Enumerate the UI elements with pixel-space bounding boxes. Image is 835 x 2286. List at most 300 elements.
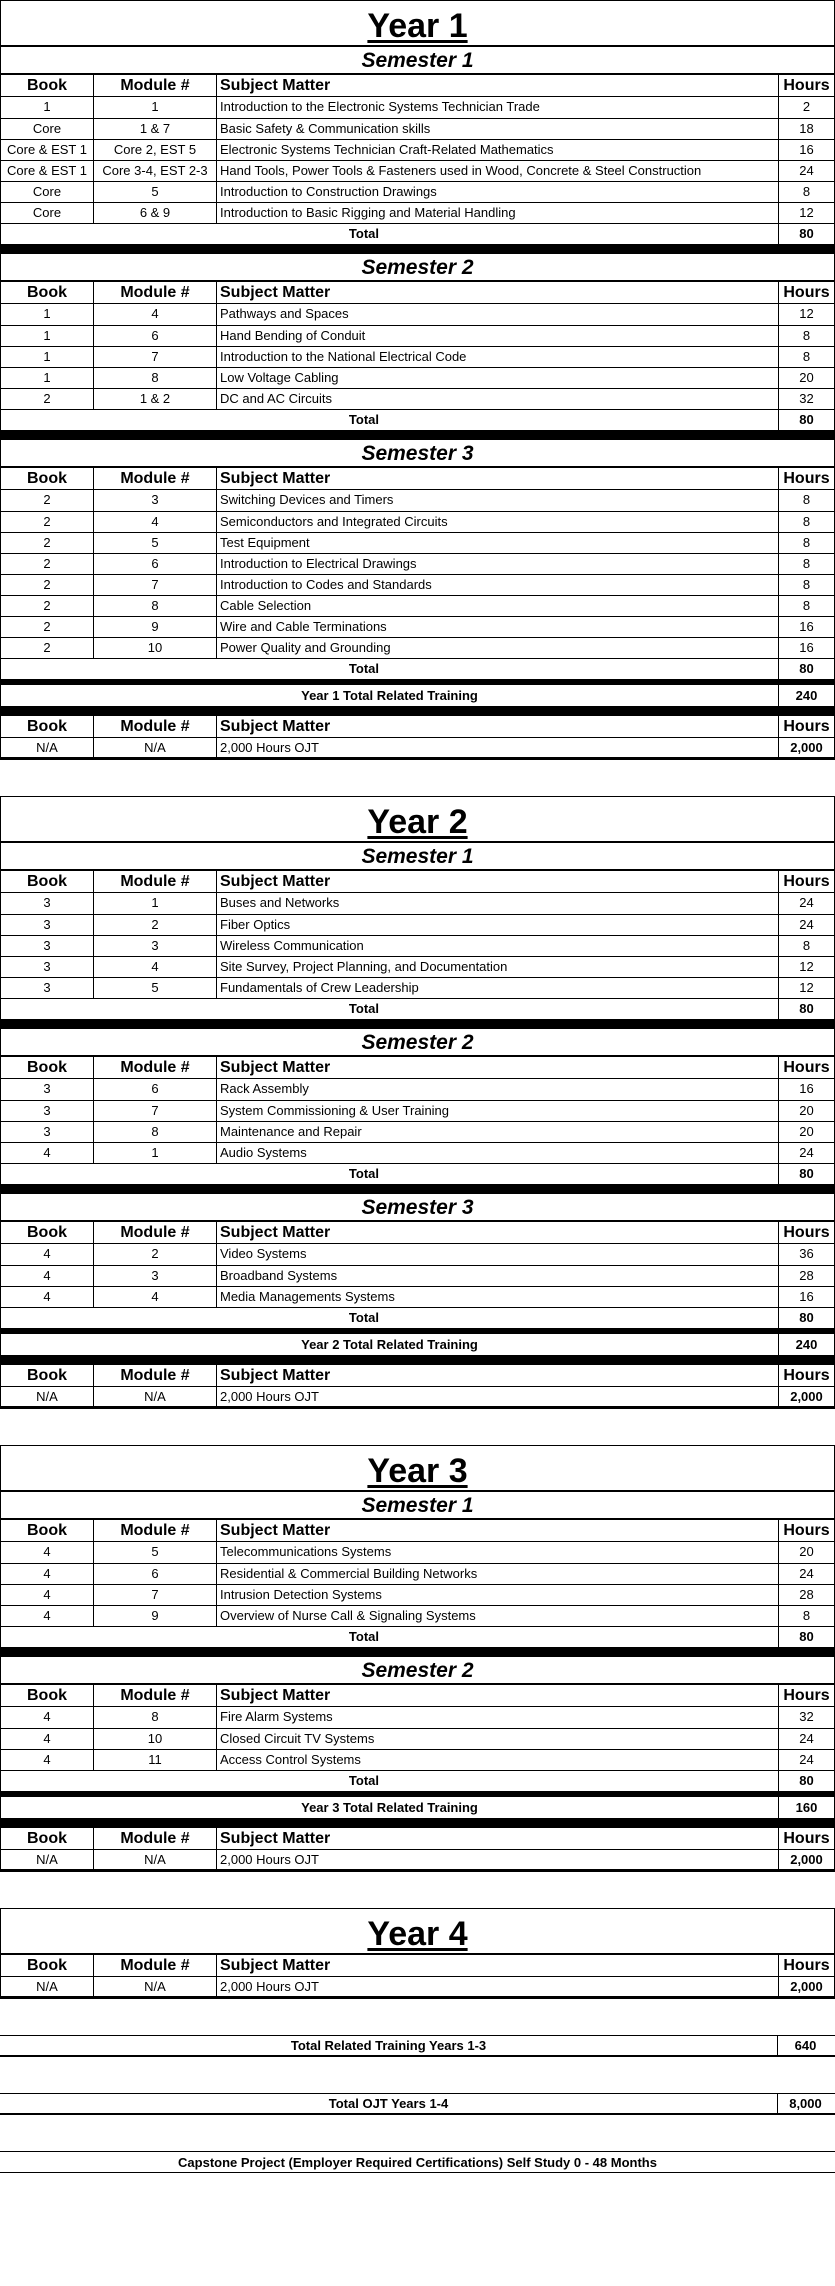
total-value: 80 xyxy=(799,1629,814,1644)
header-subject: Subject Matter xyxy=(217,871,779,892)
cell-subject: Introduction to Construction Drawings xyxy=(217,182,779,202)
total-value: 80 xyxy=(799,1310,814,1325)
header-hours: Hours xyxy=(783,1059,830,1076)
cell-hours: 16 xyxy=(799,1289,814,1304)
header-hours: Hours xyxy=(783,1830,830,1847)
cell-subject: DC and AC Circuits xyxy=(217,389,779,409)
cell-subject: Wire and Cable Terminations xyxy=(217,617,779,637)
cell-module: 3 xyxy=(94,490,217,511)
header-subject: Subject Matter xyxy=(217,716,779,737)
cell-hours: 12 xyxy=(799,306,814,321)
total-spacer-book xyxy=(1,224,94,244)
cell-book: 4 xyxy=(1,1244,94,1265)
semester-title: Semester 1 xyxy=(1,45,834,73)
header-hours: Hours xyxy=(783,470,830,487)
total-spacer-module xyxy=(94,1771,217,1791)
table-row xyxy=(1,532,834,553)
cell-hours: 24 xyxy=(799,1566,814,1581)
header-module: Module # xyxy=(94,871,217,892)
cell-book: 2 xyxy=(1,617,94,637)
year-section xyxy=(0,1445,835,1872)
header-book: Book xyxy=(1,1057,94,1078)
cell-book: N/A xyxy=(1,738,94,757)
total-spacer-book xyxy=(1,1627,94,1647)
semester-title: Semester 3 xyxy=(1,438,834,466)
cell-hours: 8 xyxy=(802,184,811,199)
cell-book: 3 xyxy=(1,915,94,935)
cell-subject: Introduction to the National Electrical Code xyxy=(217,347,779,367)
total-value: 80 xyxy=(799,1001,814,1016)
cell-subject: Fire Alarm Systems xyxy=(217,1707,779,1728)
cell-subject: Broadband Systems xyxy=(217,1266,779,1286)
table-row xyxy=(1,1079,834,1100)
summary-related-training xyxy=(0,2035,835,2057)
header-subject: Subject Matter xyxy=(217,75,779,96)
cell-hours: 8 xyxy=(802,938,811,953)
table-header-row xyxy=(1,1953,834,1977)
total-spacer-module xyxy=(94,224,217,244)
header-module: Module # xyxy=(94,282,217,303)
year-title: Year 1 xyxy=(367,7,468,45)
spacer xyxy=(0,1872,835,1908)
header-hours: Hours xyxy=(783,77,830,94)
cell-hours: 24 xyxy=(799,917,814,932)
cell-module: 7 xyxy=(94,1585,217,1605)
cell-book: 4 xyxy=(1,1143,94,1163)
total-label-cell xyxy=(217,410,779,430)
spacer xyxy=(0,760,835,796)
cell-book: 4 xyxy=(1,1542,94,1563)
cell-subject: Semiconductors and Integrated Circuits xyxy=(217,512,779,532)
cell-subject: Closed Circuit TV Systems xyxy=(217,1729,779,1749)
year-total-value: 160 xyxy=(795,1800,818,1815)
total-spacer-book xyxy=(1,1164,94,1184)
cell-hours: 24 xyxy=(799,1731,814,1746)
cell-hours: 18 xyxy=(799,121,814,136)
cell-hours: 12 xyxy=(799,959,814,974)
year-total-label: Year 3 Total Related Training xyxy=(1,1797,779,1818)
header-subject: Subject Matter xyxy=(217,1685,779,1706)
cell-subject: Basic Safety & Communication skills xyxy=(217,119,779,139)
cell-module: 1 xyxy=(94,893,217,914)
cell-book: 3 xyxy=(1,1101,94,1121)
cell-book: Core xyxy=(1,182,94,202)
header-subject: Subject Matter xyxy=(217,282,779,303)
cell-subject: Wireless Communication xyxy=(217,936,779,956)
cell-subject: Video Systems xyxy=(217,1244,779,1265)
section-divider xyxy=(1,1355,834,1363)
cell-module: Core 3-4, EST 2-3 xyxy=(94,161,217,181)
cell-hours: 8 xyxy=(802,514,811,529)
cell-module: 4 xyxy=(94,304,217,325)
header-module: Module # xyxy=(94,1222,217,1243)
cell-module: N/A xyxy=(94,1387,217,1406)
total-spacer-module xyxy=(94,410,217,430)
total-spacer-book xyxy=(1,1308,94,1328)
cell-subject: Site Survey, Project Planning, and Documentation xyxy=(217,957,779,977)
table-header-row xyxy=(1,73,834,97)
cell-hours: 24 xyxy=(799,163,814,178)
table-row xyxy=(1,1265,834,1286)
cell-hours: 16 xyxy=(799,1081,814,1096)
cell-book: 4 xyxy=(1,1750,94,1770)
semester-title: Semester 2 xyxy=(1,1655,834,1683)
cell-book: Core & EST 1 xyxy=(1,161,94,181)
cell-hours: 8 xyxy=(802,328,811,343)
section-divider xyxy=(1,244,834,252)
cell-module: 6 xyxy=(94,1564,217,1584)
cell-module: 1 xyxy=(94,1143,217,1163)
cell-subject: Media Managements Systems xyxy=(217,1287,779,1307)
section-divider xyxy=(1,1647,834,1655)
cell-subject: Hand Tools, Power Tools & Fasteners used in Wood, Concrete & Steel Construction xyxy=(217,161,779,181)
table-header-row xyxy=(1,1826,834,1850)
table-header-row xyxy=(1,1683,834,1707)
cell-hours: 2,000 xyxy=(790,1979,823,1994)
header-hours: Hours xyxy=(783,873,830,890)
cell-module: 2 xyxy=(94,915,217,935)
header-hours: Hours xyxy=(783,1957,830,1974)
spacer xyxy=(0,1409,835,1445)
header-module: Module # xyxy=(94,468,217,489)
cell-module: 5 xyxy=(94,533,217,553)
header-book: Book xyxy=(1,1365,94,1386)
header-book: Book xyxy=(1,716,94,737)
total-label: Total xyxy=(348,661,379,676)
header-book: Book xyxy=(1,1955,94,1976)
semester-title: Semester 1 xyxy=(1,1490,834,1518)
header-book: Book xyxy=(1,1520,94,1541)
cell-module: 7 xyxy=(94,575,217,595)
header-book: Book xyxy=(1,282,94,303)
table-row xyxy=(1,1100,834,1121)
table-row xyxy=(1,1728,834,1749)
table-row xyxy=(1,935,834,956)
cell-book: 4 xyxy=(1,1585,94,1605)
cell-subject: Telecommunications Systems xyxy=(217,1542,779,1563)
total-spacer-book xyxy=(1,999,94,1019)
cell-subject: Residential & Commercial Building Networks xyxy=(217,1564,779,1584)
cell-subject: Hand Bending of Conduit xyxy=(217,326,779,346)
cell-book: 1 xyxy=(1,326,94,346)
cell-hours: 20 xyxy=(799,1103,814,1118)
cell-book: N/A xyxy=(1,1387,94,1406)
cell-module: N/A xyxy=(94,1850,217,1869)
cell-subject: Introduction to Basic Rigging and Material Handling xyxy=(217,203,779,223)
semester-title: Semester 1 xyxy=(1,841,834,869)
section-divider xyxy=(1,706,834,714)
cell-module: 3 xyxy=(94,1266,217,1286)
header-hours: Hours xyxy=(783,1224,830,1241)
header-hours: Hours xyxy=(783,1367,830,1384)
cell-module: 8 xyxy=(94,1122,217,1142)
header-book: Book xyxy=(1,1685,94,1706)
total-label-cell xyxy=(217,659,779,679)
cell-hours: 2 xyxy=(802,99,811,114)
header-hours: Hours xyxy=(783,718,830,735)
total-value: 80 xyxy=(799,1773,814,1788)
table-row xyxy=(1,1542,834,1563)
cell-module: 2 xyxy=(94,1244,217,1265)
table-row xyxy=(1,346,834,367)
table-header-row xyxy=(1,1055,834,1079)
cell-module: 1 xyxy=(94,97,217,118)
year-total-row xyxy=(1,1796,834,1818)
total-value: 80 xyxy=(799,412,814,427)
year-section xyxy=(0,796,835,1409)
table-row xyxy=(1,1605,834,1626)
summary-related-label: Total Related Training Years 1-3 xyxy=(0,2036,778,2055)
summary-related-value: 640 xyxy=(794,2038,817,2053)
cell-subject: Pathways and Spaces xyxy=(217,304,779,325)
cell-module: 5 xyxy=(94,978,217,998)
semester-title: Semester 2 xyxy=(1,252,834,280)
ojt-row xyxy=(1,738,834,759)
cell-hours: 28 xyxy=(799,1587,814,1602)
total-label: Total xyxy=(348,412,379,427)
cell-book: Core xyxy=(1,203,94,223)
semester-total-row xyxy=(1,1770,834,1791)
header-subject: Subject Matter xyxy=(217,468,779,489)
cell-hours: 16 xyxy=(799,640,814,655)
cell-module: 9 xyxy=(94,1606,217,1626)
cell-book: 2 xyxy=(1,638,94,658)
total-label-cell xyxy=(217,1308,779,1328)
spacer xyxy=(0,2115,835,2151)
summary-ojt-label: Total OJT Years 1-4 xyxy=(0,2094,778,2113)
capstone-note: Capstone Project (Employer Required Certifications) Self Study 0 - 48 Months xyxy=(0,2151,835,2173)
cell-book: 2 xyxy=(1,389,94,409)
cell-hours: 32 xyxy=(799,1709,814,1724)
semester-total-row xyxy=(1,223,834,244)
cell-module: 5 xyxy=(94,1542,217,1563)
cell-module: Core 2, EST 5 xyxy=(94,140,217,160)
cell-subject: Fundamentals of Crew Leadership xyxy=(217,978,779,998)
table-row xyxy=(1,367,834,388)
cell-subject: Test Equipment xyxy=(217,533,779,553)
cell-book: 1 xyxy=(1,368,94,388)
table-header-row xyxy=(1,869,834,893)
cell-hours: 20 xyxy=(799,370,814,385)
cell-book: 3 xyxy=(1,1079,94,1100)
year-total-row xyxy=(1,684,834,706)
cell-hours: 20 xyxy=(799,1124,814,1139)
cell-subject: Intrusion Detection Systems xyxy=(217,1585,779,1605)
table-row xyxy=(1,97,834,118)
total-spacer-module xyxy=(94,1308,217,1328)
cell-subject: Audio Systems xyxy=(217,1143,779,1163)
total-label-cell xyxy=(217,999,779,1019)
cell-module: 7 xyxy=(94,1101,217,1121)
cell-module: 1 & 2 xyxy=(94,389,217,409)
header-module: Module # xyxy=(94,1685,217,1706)
header-hours: Hours xyxy=(783,1522,830,1539)
cell-book: 4 xyxy=(1,1287,94,1307)
cell-module: 9 xyxy=(94,617,217,637)
table-row xyxy=(1,1142,834,1163)
header-subject: Subject Matter xyxy=(217,1365,779,1386)
year-title: Year 3 xyxy=(367,1452,468,1490)
table-header-row xyxy=(1,1220,834,1244)
year-total-label: Year 1 Total Related Training xyxy=(1,685,779,706)
cell-book: 3 xyxy=(1,893,94,914)
cell-hours: 8 xyxy=(802,349,811,364)
header-hours: Hours xyxy=(783,1687,830,1704)
cell-book: 4 xyxy=(1,1266,94,1286)
header-subject: Subject Matter xyxy=(217,1520,779,1541)
cell-book: 3 xyxy=(1,936,94,956)
table-row xyxy=(1,304,834,325)
cell-book: 2 xyxy=(1,575,94,595)
cell-subject: 2,000 Hours OJT xyxy=(217,1850,779,1869)
cell-module: 8 xyxy=(94,596,217,616)
cell-subject: Introduction to Codes and Standards xyxy=(217,575,779,595)
cell-book: 4 xyxy=(1,1707,94,1728)
cell-hours: 8 xyxy=(802,577,811,592)
ojt-row xyxy=(1,1977,834,1998)
cell-module: 6 xyxy=(94,326,217,346)
year-total-row xyxy=(1,1333,834,1355)
total-label: Total xyxy=(348,1001,379,1016)
cell-subject: Introduction to Electrical Drawings xyxy=(217,554,779,574)
cell-subject: Overview of Nurse Call & Signaling Systems xyxy=(217,1606,779,1626)
cell-module: 6 & 9 xyxy=(94,203,217,223)
cell-module: 8 xyxy=(94,368,217,388)
summary-ojt-value: 8,000 xyxy=(789,2096,822,2111)
year-title: Year 2 xyxy=(367,803,468,841)
cell-module: N/A xyxy=(94,738,217,757)
cell-hours: 2,000 xyxy=(790,740,823,755)
cell-book: 1 xyxy=(1,97,94,118)
header-subject: Subject Matter xyxy=(217,1955,779,1976)
table-row xyxy=(1,616,834,637)
table-row xyxy=(1,1563,834,1584)
cell-hours: 8 xyxy=(802,598,811,613)
cell-book: 2 xyxy=(1,512,94,532)
cell-module: 6 xyxy=(94,1079,217,1100)
cell-subject: Electronic Systems Technician Craft-Related Mathematics xyxy=(217,140,779,160)
table-row xyxy=(1,1286,834,1307)
header-book: Book xyxy=(1,468,94,489)
cell-book: Core xyxy=(1,119,94,139)
total-spacer-book xyxy=(1,1771,94,1791)
total-label: Total xyxy=(348,1629,379,1644)
header-subject: Subject Matter xyxy=(217,1057,779,1078)
cell-hours: 2,000 xyxy=(790,1389,823,1404)
year-total-value: 240 xyxy=(795,688,818,703)
table-row xyxy=(1,1707,834,1728)
semester-total-row xyxy=(1,409,834,430)
cell-hours: 24 xyxy=(799,1752,814,1767)
cell-hours: 24 xyxy=(799,1145,814,1160)
total-label-cell xyxy=(217,1771,779,1791)
table-row xyxy=(1,388,834,409)
cell-subject: Access Control Systems xyxy=(217,1750,779,1770)
total-label-cell xyxy=(217,224,779,244)
year-title: Year 4 xyxy=(367,1915,468,1953)
year-total-label: Year 2 Total Related Training xyxy=(1,1334,779,1355)
cell-subject: Low Voltage Cabling xyxy=(217,368,779,388)
cell-module: 4 xyxy=(94,1287,217,1307)
semester-total-row xyxy=(1,998,834,1019)
header-module: Module # xyxy=(94,75,217,96)
cell-subject: 2,000 Hours OJT xyxy=(217,1977,779,1996)
cell-hours: 16 xyxy=(799,619,814,634)
table-row xyxy=(1,1244,834,1265)
cell-book: N/A xyxy=(1,1977,94,1996)
total-label: Total xyxy=(348,1310,379,1325)
cell-subject: System Commissioning & User Training xyxy=(217,1101,779,1121)
header-module: Module # xyxy=(94,1057,217,1078)
header-book: Book xyxy=(1,75,94,96)
cell-book: 1 xyxy=(1,347,94,367)
header-module: Module # xyxy=(94,1955,217,1976)
cell-hours: 12 xyxy=(799,980,814,995)
header-module: Module # xyxy=(94,1365,217,1386)
cell-book: 3 xyxy=(1,978,94,998)
header-module: Module # xyxy=(94,1520,217,1541)
table-row xyxy=(1,977,834,998)
cell-subject: 2,000 Hours OJT xyxy=(217,1387,779,1406)
total-spacer-module xyxy=(94,1627,217,1647)
total-spacer-module xyxy=(94,659,217,679)
table-row xyxy=(1,181,834,202)
ojt-row xyxy=(1,1387,834,1408)
table-row xyxy=(1,139,834,160)
cell-hours: 8 xyxy=(802,1608,811,1623)
semester-total-row xyxy=(1,1163,834,1184)
ojt-row xyxy=(1,1850,834,1871)
total-label: Total xyxy=(348,1166,379,1181)
year-total-value: 240 xyxy=(795,1337,818,1352)
table-row xyxy=(1,1121,834,1142)
total-label: Total xyxy=(348,226,379,241)
spacer xyxy=(0,1999,835,2035)
total-label: Total xyxy=(348,1773,379,1788)
cell-subject: Maintenance and Repair xyxy=(217,1122,779,1142)
table-row xyxy=(1,202,834,223)
cell-subject: Power Quality and Grounding xyxy=(217,638,779,658)
cell-hours: 16 xyxy=(799,142,814,157)
cell-book: Core & EST 1 xyxy=(1,140,94,160)
cell-module: 11 xyxy=(94,1750,217,1770)
cell-book: 4 xyxy=(1,1729,94,1749)
table-row xyxy=(1,893,834,914)
section-divider xyxy=(1,1019,834,1027)
header-subject: Subject Matter xyxy=(217,1222,779,1243)
cell-book: N/A xyxy=(1,1850,94,1869)
cell-module: 3 xyxy=(94,936,217,956)
table-header-row xyxy=(1,1518,834,1542)
total-value: 80 xyxy=(799,226,814,241)
total-label-cell xyxy=(217,1627,779,1647)
header-module: Module # xyxy=(94,1828,217,1849)
section-divider xyxy=(1,430,834,438)
table-row xyxy=(1,574,834,595)
header-module: Module # xyxy=(94,716,217,737)
section-divider xyxy=(1,1184,834,1192)
cell-book: 2 xyxy=(1,554,94,574)
table-header-row xyxy=(1,1363,834,1387)
table-row xyxy=(1,553,834,574)
table-row xyxy=(1,511,834,532)
total-value: 80 xyxy=(799,1166,814,1181)
cell-subject: Cable Selection xyxy=(217,596,779,616)
cell-hours: 8 xyxy=(802,492,811,507)
cell-module: 7 xyxy=(94,347,217,367)
cell-module: 8 xyxy=(94,1707,217,1728)
total-value: 80 xyxy=(799,661,814,676)
